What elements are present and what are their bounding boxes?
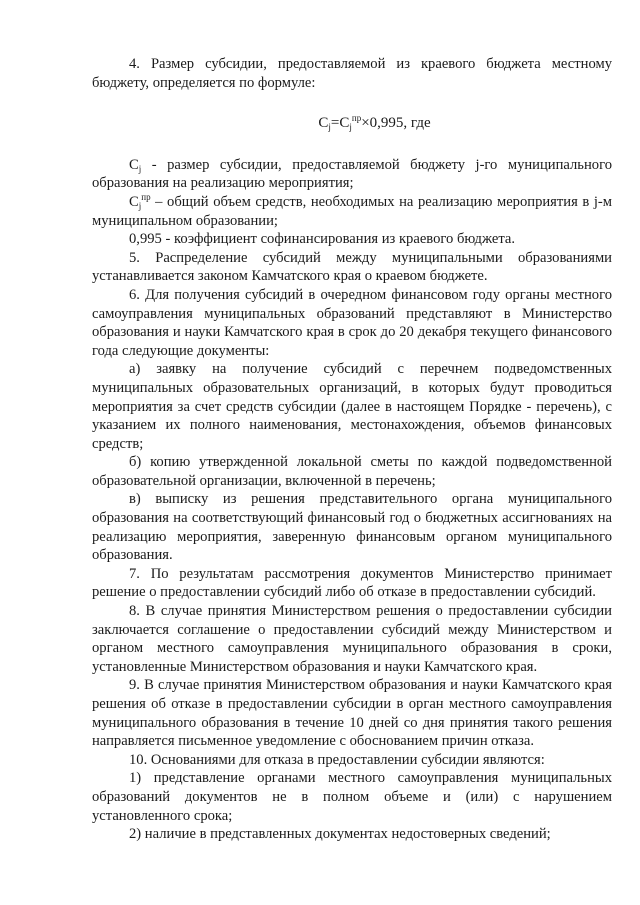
- definition-cj: [92, 156, 612, 193]
- formula-eq: =C: [330, 115, 350, 132]
- paragraph-7: 7. По результатам рассмотрения документов Министерство принимает решение о предоставлении субсидий либо об отказе в предоставлении субсидий.: [92, 565, 612, 601]
- paragraph-4: 4. Размер субсидии, предоставляемой из краевого бюджета местному бюджету, определяется по формуле:: [92, 56, 612, 91]
- def1-symbol: C: [129, 156, 139, 173]
- paragraph-10-1: 1) представление органами местного самоуправления муниципальных образований документов не в полном объеме и (или) с нарушением установленного срока;: [92, 770, 612, 824]
- def2-text: – общий объем средств, необходимых на реализацию мероприятия в j-м муниципальном образовании;: [92, 193, 612, 229]
- def1-sub: j: [138, 163, 142, 174]
- def1-text: - размер субсидии, предоставляемой бюджету j-го муниципального образования на реализацию мероприятия;: [92, 156, 612, 192]
- formula-tail: ×0,995, где: [361, 115, 431, 132]
- paragraph-10: 10. Основаниями для отказа в предоставлении субсидии являются:: [129, 751, 545, 768]
- formula-lhs-sub: j: [328, 122, 331, 133]
- subsidy-formula: [92, 114, 612, 133]
- paragraph-6: 6. Для получения субсидий в очередном финансовом году органы местного самоуправления муниципальных образований представляют в Министерство образования и науки Камчатского края в срок до 20 декабря текущего финансового года следующие документы:: [92, 286, 612, 359]
- formula-rhs-sub: j: [349, 122, 352, 133]
- definition-coefficient: 0,995 - коэффициент софинансирования из краевого бюджета.: [129, 231, 516, 248]
- paragraph-6a: а) заявку на получение субсидий с перечнем подведомственных муниципальных образовательных организаций, в которых будут проводиться мероприятия за счет средств субсидии (далее в настоящем Порядке - перечень), с указанием их полного наименования, местонахождения, объемов финансовых средств;: [92, 361, 612, 452]
- formula-rhs-sup: пр: [351, 113, 362, 124]
- def2-sup: пр: [141, 191, 151, 202]
- paragraph-5: 5. Распределение субсидий между муниципальными образованиями устанавливается законом Камчатского края о краевом бюджете.: [92, 249, 612, 285]
- paragraph-6c: в) выписку из решения представительного органа муниципального образования на соответствующий финансовый год о бюджетных ассигнованиях на реализацию мероприятия, заверенную финансовым органом муниципального образования.: [92, 491, 612, 564]
- formula-lhs: C: [318, 115, 329, 132]
- paragraph-9: 9. В случае принятия Министерством образования и науки Камчатского края решения об отказе в предоставлении субсидии в орган местного самоуправления муниципального образования в течение 10 дней со дня принятия такого решения направляется письменное уведомление с обоснованием причин отказа.: [92, 677, 612, 750]
- paragraph-8: 8. В случае принятия Министерством решения о предоставлении субсидии заключается соглашение о предоставлении субсидий между Министерством и органом местного самоуправления муниципального образования в сроки, установленные Министерством образования и науки Камчатского края.: [92, 603, 612, 675]
- paragraph-6b: б) копию утвержденной локальной сметы по каждой подведомственной образовательной организации, включенной в перечень;: [92, 454, 612, 489]
- paragraph-10-2: 2) наличие в представленных документах недостоверных сведений;: [129, 826, 551, 843]
- document-page: [92, 55, 612, 844]
- def2-sub: j: [138, 200, 142, 211]
- definition-cj-pr: [92, 193, 612, 230]
- def2-symbol: C: [129, 193, 139, 210]
